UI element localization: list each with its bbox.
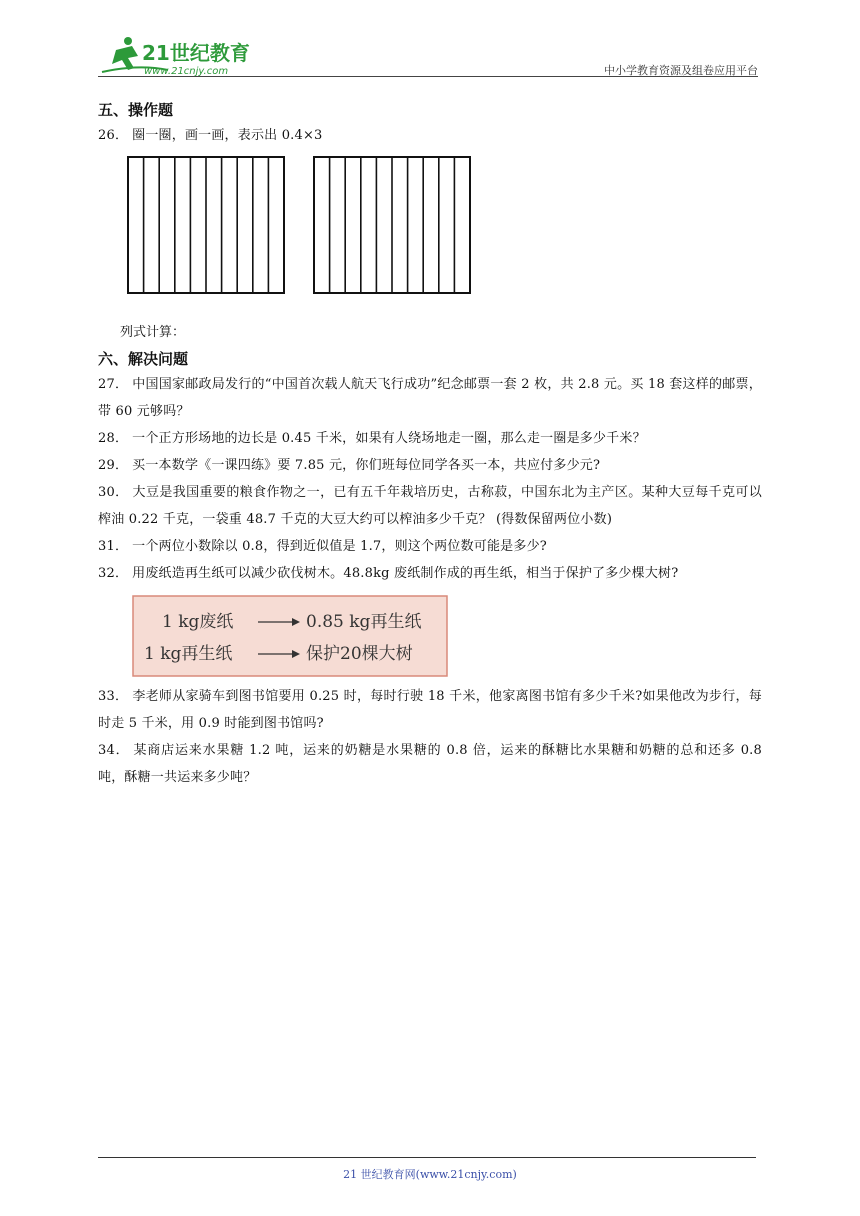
grid-left: [126, 155, 286, 295]
page-header: [98, 28, 758, 78]
section-title-problems: 六、解决问题: [98, 350, 189, 368]
question-text: 李老师从家骑车到图书馆要用 0.25 时，每时行驶 18 千米，他家离图书馆有多少千米?如果他改为步行，每时走 5 千米，用 0.9 时能到图书馆吗?: [98, 689, 762, 731]
question-text: 用废纸造再生纸可以减少砍伐树木。48.8kg 废纸制作成的再生纸，相当于保护了多少棵大树?: [132, 566, 679, 581]
question-text: 圈一圈，画一画，表示出 0.4×3: [132, 128, 323, 143]
question-number: 26．: [98, 128, 129, 143]
recycle-info-box: [132, 595, 448, 677]
logo-text: 21世纪教育: [142, 41, 250, 65]
question-number: 29．: [98, 458, 129, 473]
question-number: 31．: [98, 539, 129, 554]
question-item: [98, 737, 762, 791]
header-divider: [98, 76, 758, 77]
question-list-after: [98, 683, 762, 791]
question-item: [98, 683, 762, 737]
calc-label: 列式计算：: [120, 325, 186, 340]
question-text: 某商店运来水果糖 1.2 吨，运来的奶糖是水果糖的 0.8 倍，运来的酥糖比水果糖和奶糖的总和还多 0.8 吨，酥糖一共运来多少吨？: [98, 743, 762, 785]
question-26: [98, 122, 762, 149]
grid-right: [312, 155, 472, 295]
logo-icon: [98, 34, 268, 78]
question-item: [98, 371, 762, 425]
footer-text: 21 世纪教育网(www.21cnjy.com): [343, 1168, 517, 1181]
figure-row1-left: 1 kg废纸: [162, 612, 234, 632]
recycle-figure: [98, 587, 762, 683]
page-content: [98, 98, 762, 791]
figure-row2-right: 保护20棵大树: [306, 644, 413, 664]
question-item: [98, 452, 762, 479]
question-item: [98, 425, 762, 452]
question-number: 33．: [98, 689, 129, 704]
question-number: 30．: [98, 485, 129, 500]
question-text: 大豆是我国重要的粮食作物之一，已有五千年栽培历史，古称菽，中国东北为主产区。某种大豆每千克可以榨油 0.22 千克，一袋重 48.7 千克的大豆大约可以榨油多少千克？ (得数保留两位小数): [98, 485, 762, 527]
section-title-operations: 五、操作题: [98, 101, 174, 119]
question-number: 32．: [98, 566, 129, 581]
footer-divider: [98, 1157, 756, 1158]
figure-row2-left: 1 kg再生纸: [144, 644, 233, 664]
question-item: [98, 560, 762, 587]
logo-url: www.21cnjy.com: [144, 66, 229, 77]
question-number: 34．: [98, 743, 130, 758]
question-list: [98, 371, 762, 587]
question-text: 中国国家邮政局发行的“中国首次载人航天飞行成功”纪念邮票一套 2 枚，共 2.8 元。买 18 套这样的邮票，带 60 元够吗？: [98, 377, 762, 419]
header-platform-text: 中小学教育资源及组卷应用平台: [604, 64, 758, 77]
question-item: [98, 533, 762, 560]
question-text: 一个正方形场地的边长是 0.45 千米，如果有人绕场地走一圈，那么走一圈是多少千米？: [132, 431, 646, 446]
figure-row1-right: 0.85 kg再生纸: [306, 612, 422, 632]
question-number: 27．: [98, 377, 129, 392]
grid-figures: [98, 149, 762, 319]
question-number: 28．: [98, 431, 129, 446]
question-item: [98, 479, 762, 533]
question-text: 买一本数学《一课四练》要 7.85 元，你们班每位同学各买一本，共应付多少元?: [132, 458, 601, 473]
question-text: 一个两位小数除以 0.8，得到近似值是 1.7，则这个两位数可能是多少?: [132, 539, 547, 554]
